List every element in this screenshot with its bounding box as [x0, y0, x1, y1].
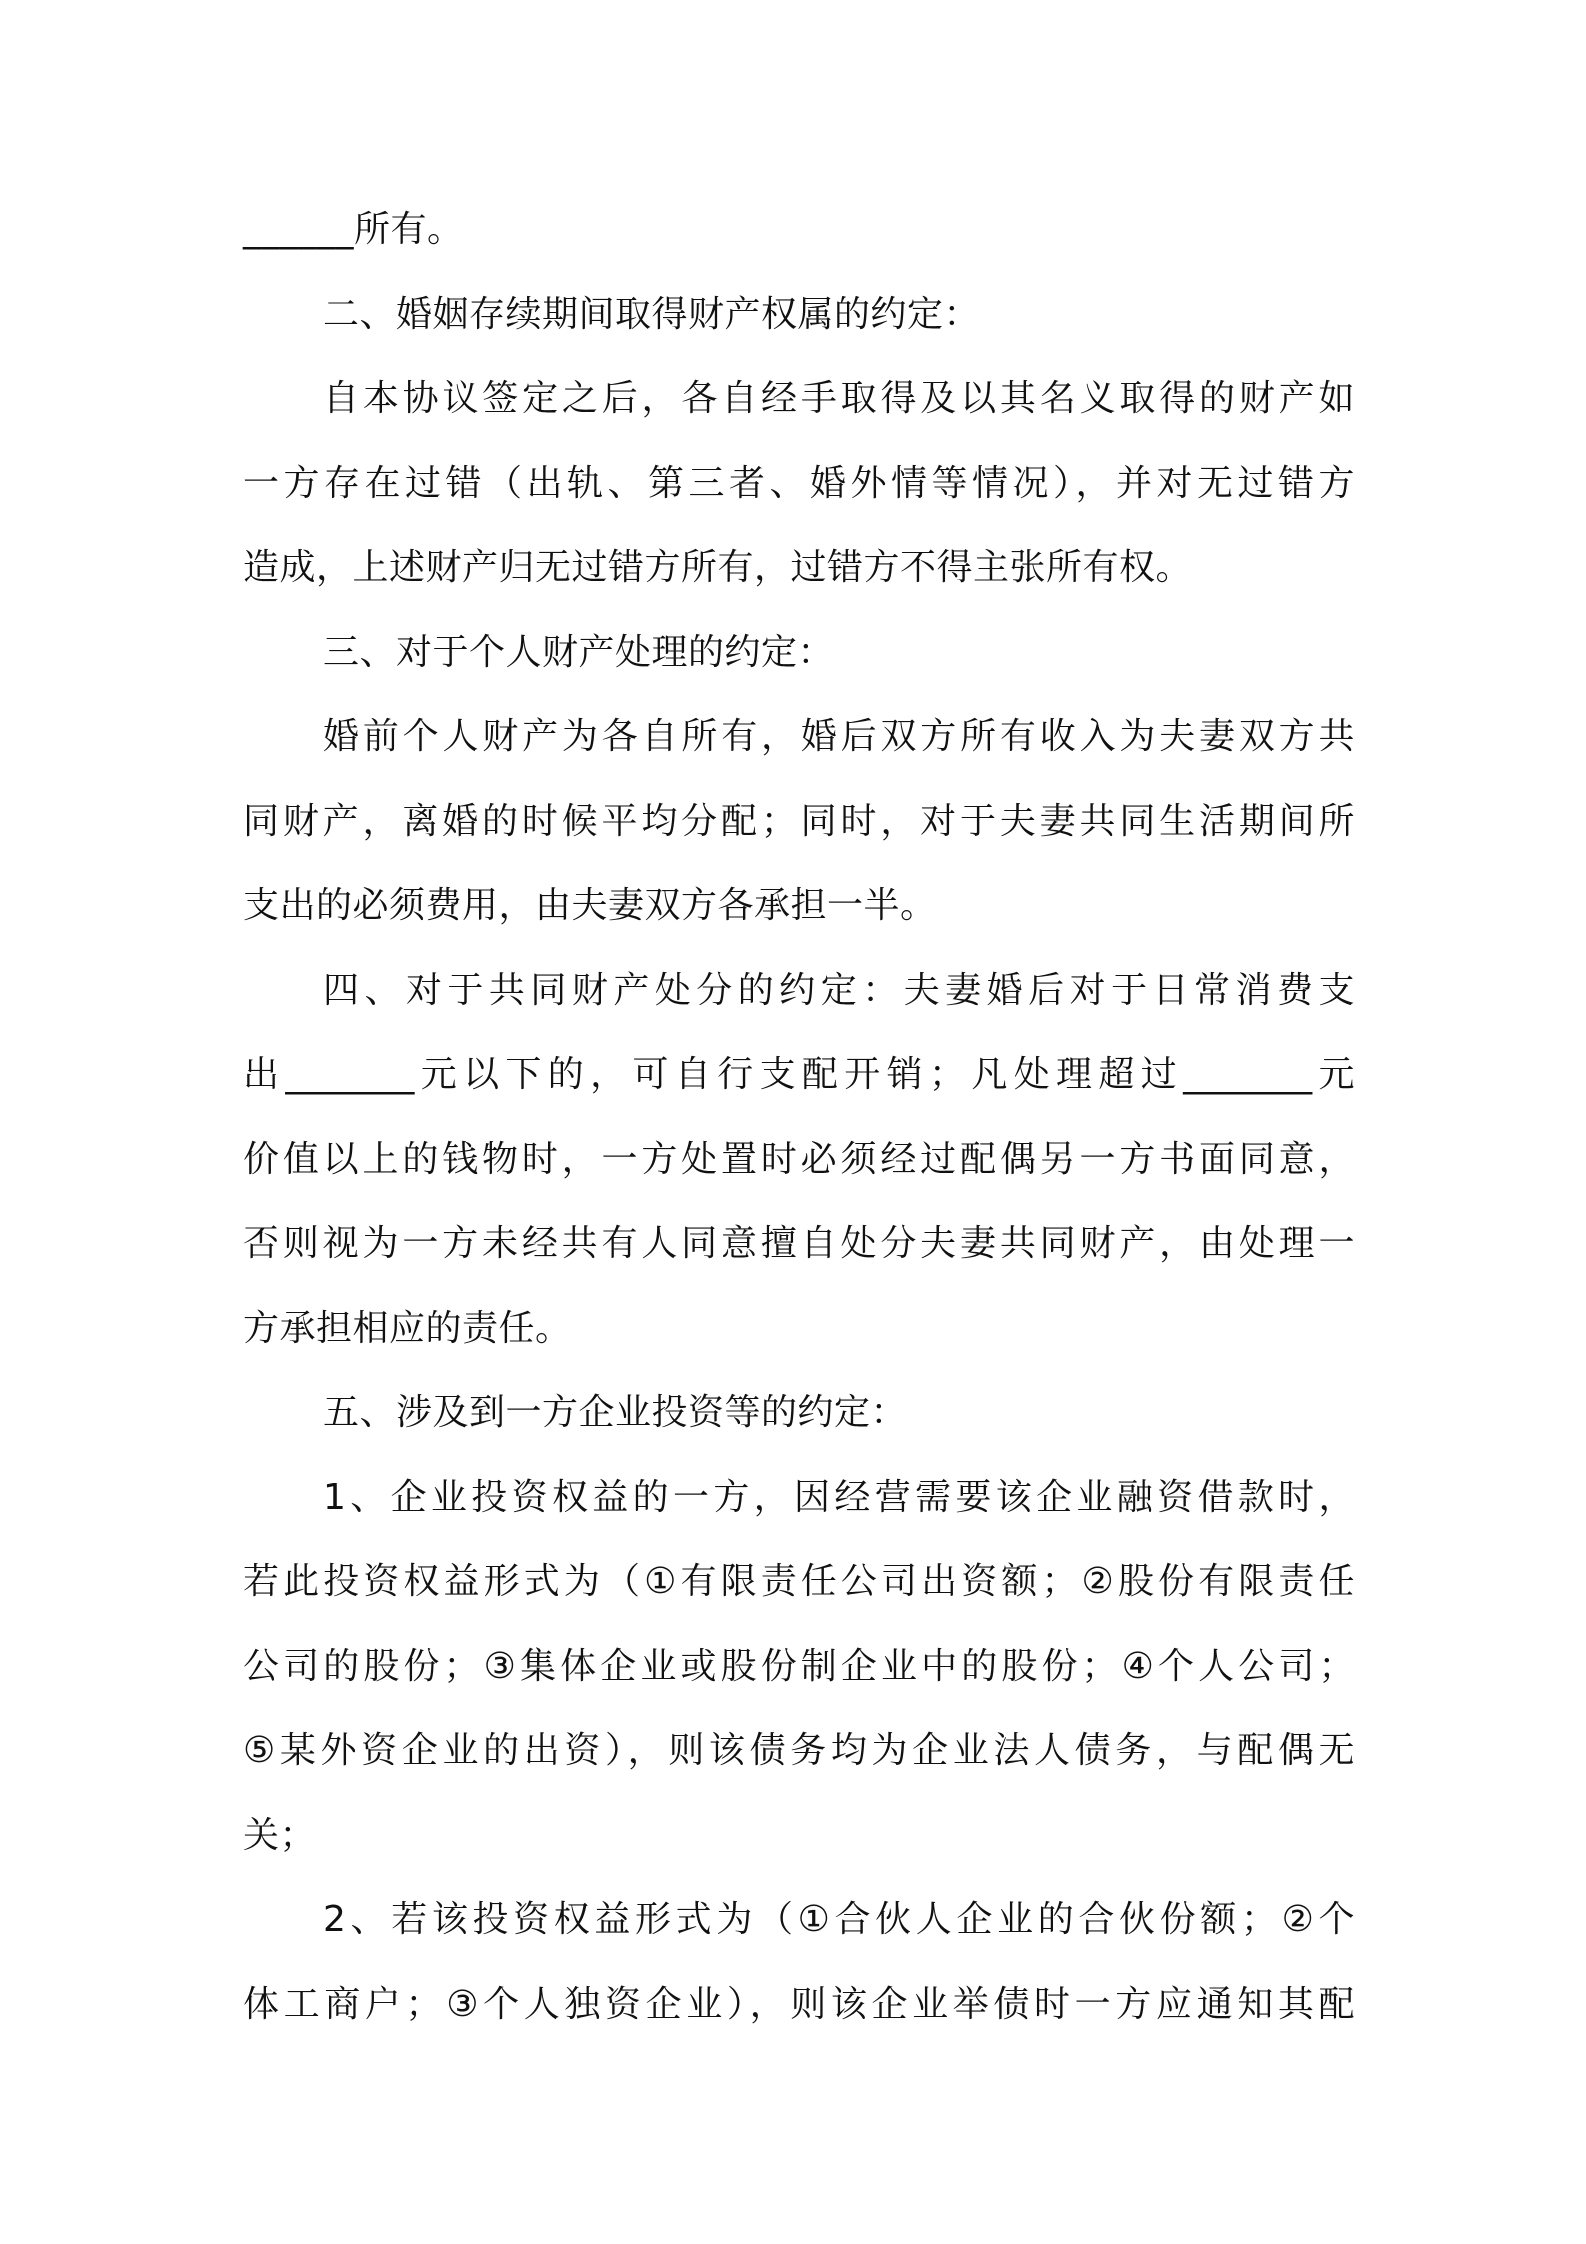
text-line-12: 价值以上的钱物时，一方处置时必须经过配偶另一方书面同意，	[243, 1138, 1355, 1180]
text-line-1: ______所有。	[243, 209, 464, 250]
text-line-16: 1、企业投资权益的一方，因经营需要该企业融资借款时，	[323, 1476, 1355, 1518]
document-body	[243, 188, 1355, 2047]
text-line-14: 方承担相应的责任。	[243, 1307, 572, 1349]
text-line-4: 一方存在过错（出轨、第三者、婚外情等情况），并对无过错方	[243, 462, 1355, 504]
text-line-17: 若此投资权益形式为（①有限责任公司出资额；②股份有限责任	[243, 1561, 1355, 1602]
text-line-22: 体工商户；③个人独资企业），则该企业举债时一方应通知其配	[243, 1983, 1355, 2025]
section-heading-5: 五、涉及到一方企业投资等的约定：	[323, 1392, 908, 1433]
text-line-11: 出_______元以下的，可自行支配开销；凡处理超过_______元	[243, 1054, 1355, 1095]
text-line-20: 关；	[243, 1814, 317, 1856]
text-line-19: ⑤某外资企业的出资），则该债务均为企业法人债务，与配偶无	[243, 1730, 1355, 1771]
text-line-8: 同财产，离婚的时候平均分配；同时，对于夫妻共同生活期间所	[243, 800, 1355, 842]
text-line-13: 否则视为一方未经共有人同意擅自处分夫妻共同财产，由处理一	[243, 1223, 1355, 1264]
section-heading-4: 四、对于共同财产处分的约定：夫妻婚后对于日常消费支	[323, 969, 1355, 1011]
section-heading-2: 二、婚姻存续期间取得财产权属的约定：	[323, 293, 981, 335]
text-line-7: 婚前个人财产为各自所有，婚后双方所有收入为夫妻双方共	[323, 716, 1355, 757]
section-heading-3: 三、对于个人财产处理的约定：	[323, 631, 835, 673]
text-line-21: 2、若该投资权益形式为（①合伙人企业的合伙份额；②个	[323, 1899, 1355, 1940]
text-line-5: 造成，上述财产归无过错方所有，过错方不得主张所有权。	[243, 547, 1193, 588]
text-line-3: 自本协议签定之后，各自经手取得及以其名义取得的财产如	[323, 378, 1355, 419]
text-line-9: 支出的必须费用，由夫妻双方各承担一半。	[243, 885, 937, 926]
text-line-18: 公司的股份；③集体企业或股份制企业中的股份；④个人公司；	[243, 1645, 1355, 1687]
